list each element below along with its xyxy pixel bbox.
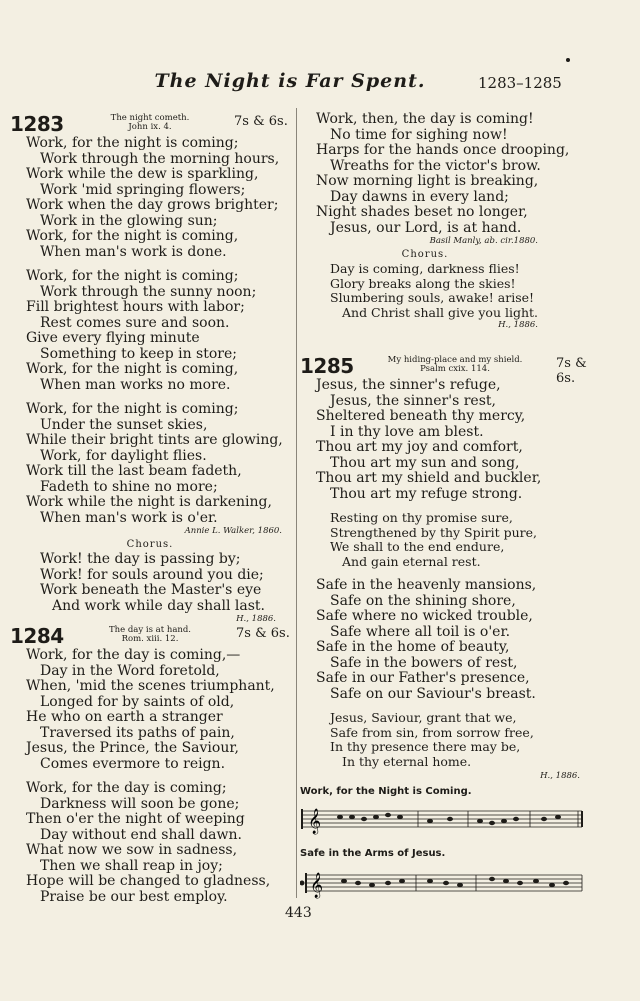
stanza-4 [300, 711, 590, 769]
ornament-dot [566, 58, 570, 62]
chorus-line: Glory breaks along the skies! [330, 275, 516, 291]
hymn-number: 1284 [10, 624, 64, 648]
verse-line: Work through the sunny noon; [40, 283, 257, 300]
verse-line: Safe on our Saviour's breast. [330, 685, 536, 702]
verse-line: When man's work is o'er. [40, 509, 218, 526]
svg-text:𝄞: 𝄞 [308, 809, 322, 834]
verse-line: Work, for the day is coming; [26, 780, 227, 796]
stanza-2 [300, 511, 590, 569]
hymn-range: 1283–1285 [478, 74, 562, 92]
verse-line: He who on earth a stranger [26, 709, 223, 725]
verse-line: Work, for the night is coming; [26, 135, 239, 151]
chorus-line: Work beneath the Master's eye [40, 582, 262, 598]
scripture-text: My hiding-place and my shield. [387, 355, 523, 365]
hymn-number: 1283 [10, 112, 64, 136]
verse-line: Jesus, the sinner's rest, [330, 392, 496, 409]
chorus-line: Slumbering souls, awake! arise! [330, 290, 535, 305]
verse-line: Day dawns in every land; [330, 188, 509, 205]
verse-line: Safe where all toil is o'er. [330, 623, 511, 640]
verse-line: Safe in our Father's presence, [316, 670, 530, 686]
music-staff-1 [300, 797, 585, 837]
verse-line: Harps for the hands once drooping, [316, 142, 570, 158]
scripture-ref: John ix. 4. [128, 122, 172, 132]
scripture [100, 626, 200, 644]
author-attribution: Annie L. Walker, 1860. [184, 526, 282, 536]
verse-line: Safe on the shining shore, [330, 592, 516, 609]
verse-line: Fadeth to shine no more; [40, 478, 218, 495]
chorus-label: Chorus. [401, 249, 449, 260]
verse-line: Work while the night is darkening, [26, 494, 272, 510]
verse-line: When, 'mid the scenes triumphant, [26, 678, 275, 694]
hymn-number: 1285 [300, 354, 354, 378]
page-number: 443 [285, 905, 312, 921]
verse-line: And gain eternal rest. [342, 553, 481, 569]
verse-line: No time for sighing now! [330, 126, 508, 143]
verse-line: Day without end shall dawn. [40, 826, 242, 843]
stanza-3 [300, 578, 590, 702]
author-attribution: Basil Manly, ab. cir.1880. [429, 236, 538, 246]
stanza-3 [10, 402, 290, 526]
meter: 7s & 6s. [236, 626, 290, 641]
verse-line: Thou art my sun and song, [330, 454, 520, 471]
verse-line: Now morning light is breaking, [316, 173, 539, 189]
scripture-text: The day is at hand. [108, 625, 192, 635]
stanza-1 [10, 136, 290, 260]
verse-line: Night shades beset no longer, [316, 204, 528, 220]
tune-excerpt-2 [300, 848, 585, 907]
stanza-2 [10, 781, 290, 905]
verse-line: Work, for the day is coming,— [26, 647, 241, 663]
scripture-ref: Rom. xiii. 12. [121, 634, 179, 644]
verse-line: Under the sunset skies, [40, 416, 208, 433]
stanza-2 [10, 269, 290, 393]
meter: 7s & 6s. [234, 114, 288, 129]
page-title: The Night is Far Spent. [154, 70, 426, 92]
verse-line: Work, for daylight flies. [40, 447, 207, 464]
tune-title: Work, for the Night is Coming. [300, 786, 472, 797]
verse-line: Work when the day grows brighter; [26, 197, 279, 213]
verse-line: Work 'mid springing flowers; [40, 181, 246, 198]
verse-line: Fill brightest hours with labor; [26, 299, 245, 315]
verse-line: Longed for by saints of old, [40, 693, 235, 710]
scripture [358, 356, 552, 374]
verse-line: We shall to the end endure, [330, 539, 505, 554]
verse-line: Resting on thy promise sure, [330, 510, 513, 525]
verse-line: Work, for the night is coming; [26, 401, 239, 417]
verse-line: Comes evermore to reign. [40, 755, 226, 772]
tune-title: Safe in the Arms of Jesus. [300, 848, 446, 859]
chorus-line: Day is coming, darkness flies! [330, 261, 520, 276]
stanza-1 [10, 648, 290, 772]
scripture-text: The night cometh. [110, 113, 190, 123]
chorus-line: Work! for souls around you die; [40, 566, 264, 583]
stanza-3 [300, 112, 590, 236]
verse-line: I in thy love am blest. [330, 423, 484, 440]
verse-line: What now we sow in sadness, [26, 842, 238, 858]
verse-line: When man's work is done. [40, 243, 227, 260]
verse-line: Sheltered beneath thy mercy, [316, 408, 526, 424]
verse-line: Work, for the night is coming; [26, 268, 239, 284]
verse-line: Rest comes sure and soon. [40, 314, 230, 331]
verse-line: Safe in the home of beauty, [316, 639, 510, 655]
hymn-1285 [300, 354, 590, 784]
verse-line: Thou art my shield and buckler, [316, 470, 542, 486]
verse-line: Darkness will soon be gone; [40, 795, 240, 812]
meter: 7s & 6s. [556, 356, 587, 386]
hymn-1283-header [10, 112, 290, 136]
verse-line: Day in the Word foretold, [40, 662, 220, 679]
verse-line: Work, for the night is coming, [26, 361, 239, 377]
hymn-1283 [10, 112, 290, 627]
verse-line: Then we shall reap in joy; [40, 857, 223, 874]
verse-line: Wreaths for the victor's brow. [330, 157, 541, 174]
hymn-1284 [10, 624, 290, 914]
verse-line: Work, for the night is coming, [26, 228, 239, 244]
verse-line: Safe in the bowers of rest, [330, 654, 518, 671]
verse-line: Safe where no wicked trouble, [316, 608, 533, 624]
chorus-attribution: H., 1886. [236, 614, 276, 624]
verse-line: Safe from sin, from sorrow free, [330, 724, 534, 740]
verse-line: Then o'er the night of weeping [26, 811, 245, 827]
verse-line: Praise be our best employ. [40, 888, 228, 905]
stanza-1 [300, 378, 590, 502]
verse-line: Work through the morning hours, [40, 150, 280, 167]
verse-line: Jesus, the Prince, the Saviour, [26, 740, 239, 756]
verse-line: When man works no more. [40, 376, 231, 393]
verse-line: In thy eternal home. [342, 753, 472, 769]
verse-line: Safe in the heavenly mansions, [316, 577, 537, 593]
verse-line: Traversed its paths of pain, [40, 724, 235, 741]
verse-line: Thou art my joy and comfort, [316, 439, 523, 455]
author-attribution: H., 1886. [540, 771, 580, 781]
svg-text:𝄞: 𝄞 [310, 873, 324, 898]
verse-line: Something to keep in store; [40, 345, 237, 362]
verse-line: Thou art my refuge strong. [330, 485, 523, 502]
chorus-label: Chorus. [126, 539, 174, 550]
scripture-ref: Psalm cxix. 114. [420, 364, 490, 374]
hymn-1284-header [10, 624, 290, 648]
verse-line: Jesus, Saviour, grant that we, [330, 710, 517, 725]
verse-line: Work while the dew is sparkling, [26, 166, 259, 182]
verse-line: Jesus, our Lord, is at hand. [330, 219, 522, 236]
music-staff-2 [300, 859, 585, 903]
hymn-1284-continued [300, 112, 590, 333]
chorus-attribution: H., 1886. [498, 320, 538, 330]
verse-line: In thy presence there may be, [330, 739, 521, 754]
verse-line: While their bright tints are glowing, [26, 432, 283, 448]
verse-line: Hope will be changed to gladness, [26, 873, 271, 889]
verse-line: Give every flying minute [26, 330, 200, 346]
verse-line: Strengthened by thy Spirit pure, [330, 524, 537, 540]
column-divider [296, 108, 297, 898]
verse-line: Work, then, the day is coming! [316, 111, 534, 127]
chorus-line: And Christ shall give you light. [342, 304, 539, 320]
chorus-line: Work! the day is passing by; [40, 551, 241, 567]
scripture [100, 114, 200, 132]
verse-line: Work in the glowing sun; [40, 212, 218, 229]
chorus-line: And work while day shall last. [52, 597, 265, 614]
verse-line: Work till the last beam fadeth, [26, 463, 242, 479]
verse-line: Jesus, the sinner's refuge, [316, 377, 501, 393]
tune-excerpt-1 [300, 786, 585, 841]
